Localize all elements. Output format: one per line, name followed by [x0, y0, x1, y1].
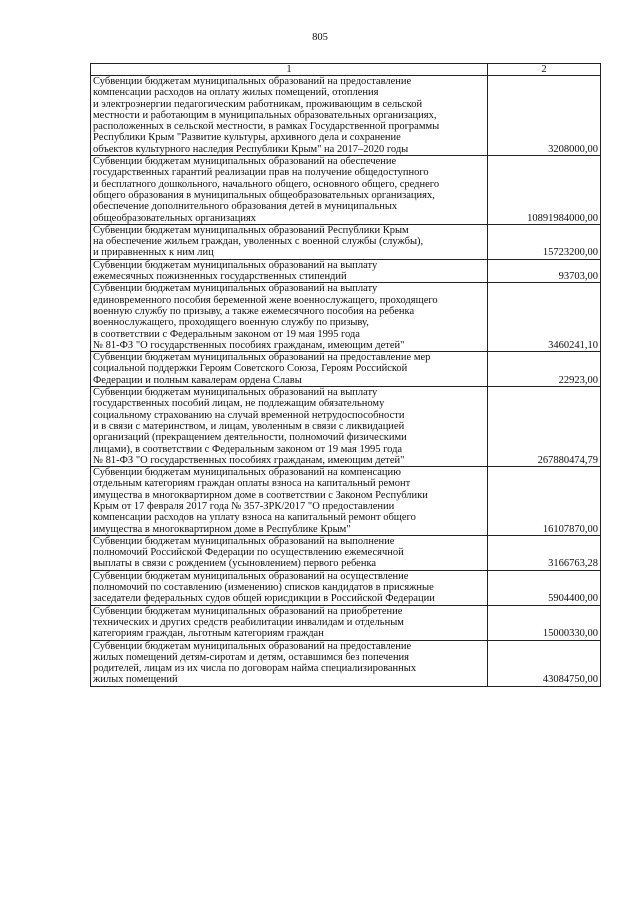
row-description — [91, 467, 488, 536]
description-line: Республики Крым "Развитие культуры, архивного дела и сохранение — [93, 132, 401, 144]
table-row — [91, 535, 601, 570]
row-description — [91, 640, 488, 686]
description-line: единовременного пособия беременной жене военнослужащего, проходящего — [93, 294, 438, 306]
description-line: Субвенции бюджетам муниципальных образований на предоставление мер — [93, 352, 431, 364]
table-row — [91, 76, 601, 156]
description-line: полномочий по составлению (изменению) списков кандидатов в присяжные — [93, 582, 434, 594]
description-line: социальной поддержки Героям Советского Союза, Героям Российской — [93, 363, 408, 375]
description-line: Субвенции бюджетам муниципальных образований на выплату — [93, 283, 378, 295]
row-description — [91, 283, 488, 352]
page-number: 805 — [312, 32, 328, 43]
description-line: Субвенции бюджетам муниципальных образований на выполнение — [93, 535, 395, 547]
description-line: и в связи с материнством, и лицам, уволенным в связи с ликвидацией — [93, 420, 405, 432]
row-amount: 267880474,79 — [488, 387, 601, 467]
description-line: в соответствии с Федеральным законом от 19 мая 1995 года — [93, 328, 360, 340]
header-col-1: 1 — [91, 64, 488, 76]
description-line: выплаты в связи с рождением (усыновлением) первого ребенка — [93, 558, 377, 570]
row-description — [91, 156, 488, 225]
table-header-row — [91, 64, 601, 76]
table-row — [91, 387, 601, 467]
description-line: общего образования в муниципальных общеобразовательных организациях, — [93, 189, 435, 201]
description-line: Субвенции бюджетам муниципальных образований на выплату — [93, 259, 378, 271]
description-line: Субвенции бюджетам муниципальных образований на компенсацию — [93, 467, 401, 479]
description-line: расположенных в сельской местности, в рамках Государственной программы — [93, 121, 440, 133]
table-row — [91, 224, 601, 259]
description-line: компенсации расходов на оплату жилых помещений, отопления — [93, 87, 379, 99]
description-line: заседатели федеральных судов общей юрисдикции в Российской Федерации — [93, 593, 435, 605]
description-line: отдельным категориям граждан оплаты взноса на капитальный ремонт — [93, 478, 411, 490]
description-line: Субвенции бюджетам муниципальных образований на предоставление — [93, 640, 412, 652]
budget-table — [90, 63, 601, 687]
description-line: Федерации и полным кавалерам ордена Славы — [93, 374, 302, 386]
table-row — [91, 283, 601, 352]
description-line: на обеспечение жильем граждан, уволенных с военной службы (службы), — [93, 236, 424, 248]
description-line: полномочий Российской Федерации по осуществлению ежемесячной — [93, 547, 404, 559]
table-row — [91, 259, 601, 283]
table-row — [91, 605, 601, 640]
row-description — [91, 352, 488, 387]
row-description — [91, 605, 488, 640]
row-amount: 10891984000,00 — [488, 156, 601, 225]
description-line: Крым от 17 февраля 2017 года № 357-ЗРК/2017 "О предоставлении — [93, 500, 395, 512]
table-row — [91, 352, 601, 387]
description-line: объектов культурного наследия Республики Крым" на 2017–2020 годы — [93, 143, 409, 155]
description-line: обеспечение дополнительного образования детей в муниципальных — [93, 201, 398, 213]
description-line: № 81-ФЗ "О государственных пособиях гражданам, имеющим детей" — [93, 339, 405, 351]
description-line: лицами), в соответствии с Федеральным законом от 19 мая 1995 года — [93, 443, 403, 455]
description-line: имущества в многоквартирном доме в соответствии с Законом Республики — [93, 489, 428, 501]
description-line: военную службу по призыву, а также ежемесячного пособия на ребенка — [93, 305, 415, 317]
description-line: жилых помещений детям-сиротам и детям, оставшимся без попечения — [93, 651, 410, 663]
description-line: Субвенции бюджетам муниципальных образований на обеспечение — [93, 156, 397, 168]
row-amount: 93703,00 — [488, 259, 601, 283]
row-amount: 5904400,00 — [488, 570, 601, 605]
table-row — [91, 570, 601, 605]
description-line: и приравненных к ним лиц — [93, 247, 214, 259]
description-line: категориям граждан, льготным категориям граждан — [93, 628, 324, 640]
description-line: государственных пособий лицам, не подлежащим обязательному — [93, 398, 385, 410]
row-amount: 15000330,00 — [488, 605, 601, 640]
description-line: Субвенции бюджетам муниципальных образований на осуществление — [93, 570, 409, 582]
table-row — [91, 156, 601, 225]
row-description — [91, 570, 488, 605]
row-amount: 16107870,00 — [488, 467, 601, 536]
description-line: Субвенции бюджетам муниципальных образований Республики Крым — [93, 224, 409, 236]
header-col-2: 2 — [488, 64, 601, 76]
row-description — [91, 259, 488, 283]
description-line: Субвенции бюджетам муниципальных образований на выплату — [93, 387, 378, 399]
description-line: ежемесячных пожизненных государственных стипендий — [93, 271, 347, 283]
row-amount: 3208000,00 — [488, 76, 601, 156]
description-line: компенсации расходов на уплату взноса на капитальный ремонт общего — [93, 512, 416, 524]
description-line: военнослужащего, проходящего военную службу по призыву, — [93, 317, 369, 329]
description-line: общеобразовательных организациях — [93, 212, 257, 224]
description-line: местности и работающим в муниципальных образовательных организациях, — [93, 109, 437, 121]
description-line: родителей, лицам из их числа по договорам найма специализированных — [93, 663, 417, 675]
description-line: технических и других средств реабилитации инвалидам и отдельным — [93, 616, 404, 628]
description-line: государственных гарантий реализации прав на получение общедоступного — [93, 167, 429, 179]
table-row — [91, 467, 601, 536]
row-description — [91, 224, 488, 259]
description-line: Субвенции бюджетам муниципальных образований на приобретение — [93, 605, 403, 617]
row-description — [91, 535, 488, 570]
row-amount: 3166763,28 — [488, 535, 601, 570]
description-line: и бесплатного дошкольного, начального общего, основного общего, среднего — [93, 178, 440, 190]
description-line: имущества в многоквартирном доме в Республике Крым" — [93, 523, 351, 535]
row-amount: 43084750,00 — [488, 640, 601, 686]
description-line: жилых помещений — [93, 674, 178, 686]
description-line: и электроэнергии педагогическим работникам, проживающим в сельской — [93, 98, 423, 110]
row-amount: 22923,00 — [488, 352, 601, 387]
budget-table-body — [91, 64, 601, 687]
row-description — [91, 76, 488, 156]
description-line: Субвенции бюджетам муниципальных образований на предоставление — [93, 76, 412, 87]
row-amount: 3460241,10 — [488, 283, 601, 352]
description-line: организаций (прекращением деятельности, полномочий физическими — [93, 432, 407, 444]
description-line: № 81-ФЗ "О государственных пособиях гражданам, имеющим детей" — [93, 454, 405, 466]
row-description — [91, 387, 488, 467]
row-amount: 15723200,00 — [488, 224, 601, 259]
table-row — [91, 640, 601, 686]
description-line: социальному страхованию на случай временной нетрудоспособности — [93, 409, 405, 421]
